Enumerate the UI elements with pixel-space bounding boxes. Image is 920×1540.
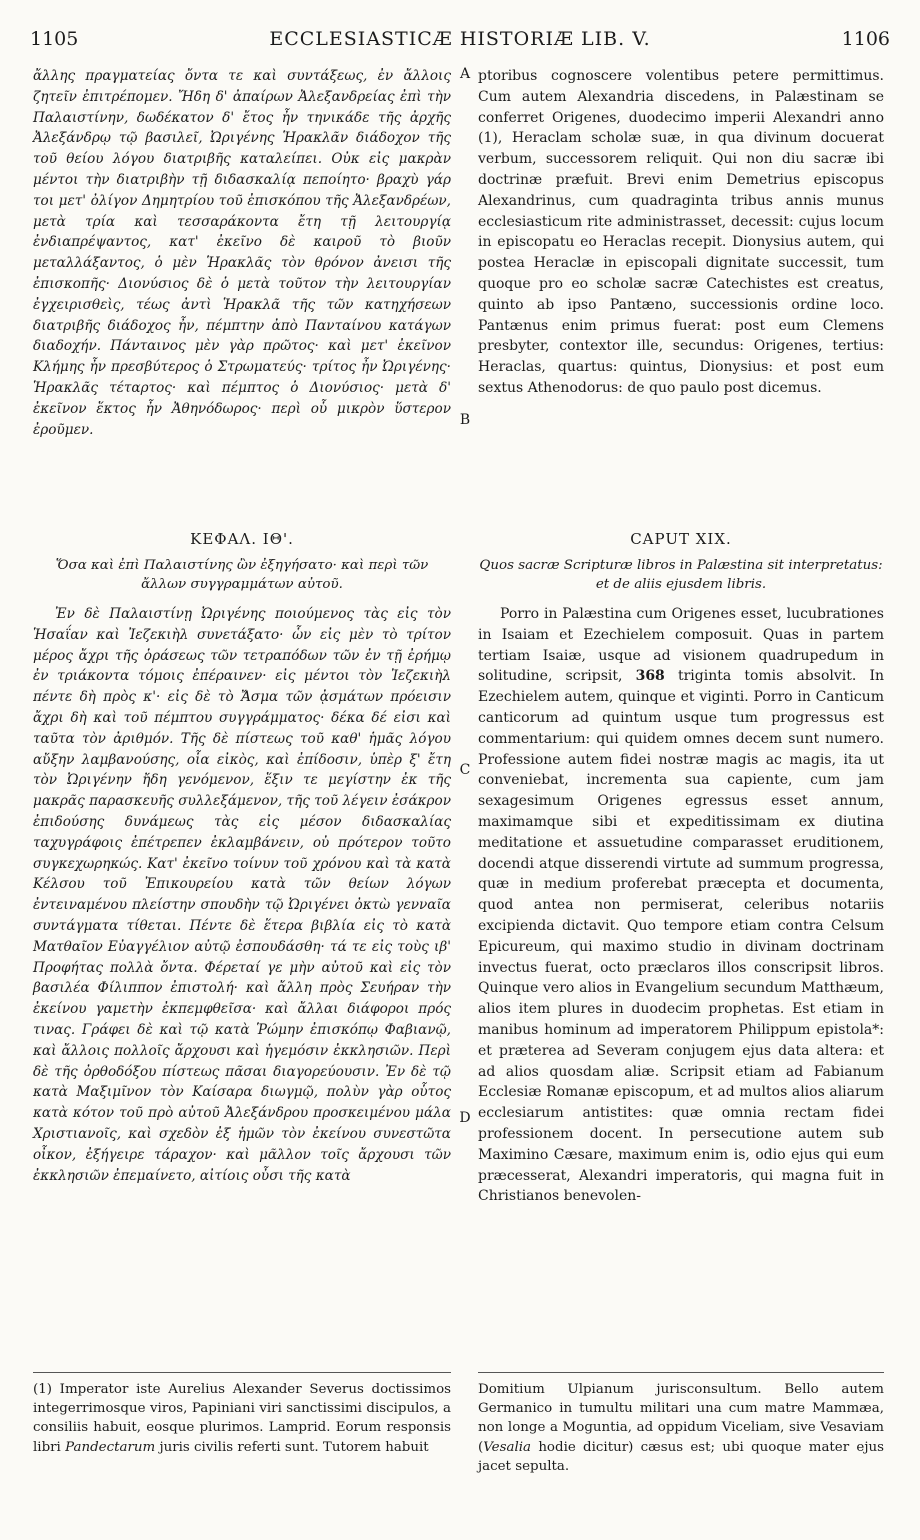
running-header (30, 28, 890, 58)
greek-column-top (33, 66, 451, 514)
page-number-left: 1105 (30, 28, 79, 50)
chapter-heading-greek: ΚΕΦΑΛ. ΙΘ'. (190, 530, 294, 548)
footnote-rule-right (478, 1372, 884, 1373)
footnote-rule-left (33, 1372, 451, 1373)
greek-paragraph-main: Ἐν δὲ Παλαιστίνῃ Ὠριγένης ποιούμενος τὰς εἰς τὸν Ἡσαΐαν καὶ Ἰεζεκιὴλ συνετάξατο· ὧν εἰς μὲν τὸ τρίτον μέρος ἄχρι τῆς ὁράσεως τῶν τετραπόδων τῶν ἐν τῇ ἐρήμῳ ἐν τριάκοντα τόμοις ἐπέραινεν· εἰς μέντοι τὸν Ἰεζεκιὴλ πέντε δὴ πρὸς κ'· εἰς δὲ τὸ Ἄσμα τῶν ᾀσμάτων πρόεισιν ἄχρι δὴ καὶ τοῦ πέμπτου συγγράμματος· δέκα δέ εἰσι καὶ ταῦτα τὸν ἀριθμόν. Τῆς δὲ πίστεως τοῦ καθ' ἡμᾶς λόγου αὔξην λαμβανούσης, οἷα εἰκὸς, καὶ ἐπίδοσιν, ὑπὲρ ξ' ἔτη τὸν Ὠριγένην ἤδη γενόμενον, ἕξιν τε μεγίστην ἐκ τῆς μακρᾶς παρασκευῆς συλλεξάμενον, τῆς τοῦ λέγειν ἐσάκρον ἐπιδούσης δυνάμεως τὰς εἰς μέσον διδασκαλίας ταχυγράφοις ἐπέτρεπεν ἐκλαμβάνειν, οὐ πρότερον τοῦτο συγκεχωρηκώς. Κατ' ἐκεῖνο τοίνυν τοῦ χρόνου καὶ τὰ κατὰ Κέλσου τοῦ Ἐπικουρείου κατὰ τῶν θείων λόγων ἐντειναμένου πλείστην σπουδὴν τῷ Ὠριγένει ὀκτὼ γενναῖα συντάγματα τίθεται. Πέντε δὲ ἕτερα βιβλία εἰς τὸ κατὰ Ματθαῖον Εὐαγγέλιον αὐτῷ ἐσπουδάσθη· τά τε εἰς τοὺς ιβ' Προφήτας πολλὰ ὄντα. Φέρεταί γε μὴν αὐτοῦ καὶ εἰς τὸν βασιλέα Φίλιππον ἐπιστολή· καὶ ἄλλη πρὸς Σευήραν τὴν ἐκείνου γαμετὴν ἐκπεμφθεῖσα· καὶ ἄλλαι διάφοροι πρός τινας. Γράφει δὲ καὶ τῷ κατὰ Ῥώμην ἐπισκόπῳ Φαβιανῷ, καὶ ἄλλοις πολλοῖς ἄρχουσι καὶ ἡγεμόσιν ἐκκλησιῶν. Περὶ δὲ τῆς ὀρθοδόξου πίστεως πᾶσαι διαγορεύουσιν. Ἐν δὲ τῷ κατὰ Μαξιμῖνον τὸν Καίσαρα διωγμῷ, πολὺν γὰρ οὗτος κατὰ κότον τοῦ πρὸ αὐτοῦ Ἀλεξάνδρου προσκειμένου μάλα Χριστιανοῖς, καὶ σχεδὸν ἐξ ἡμῶν τὸν ἐκείνου συνεστῶτα οἶκον, ἐξήγειρε τάραχον· καὶ μᾶλλον τοῖς ἄρχουσι τῶν ἐκκλησιῶν ἐπεμαίνετο, αἰτίοις οὖσι τῆς κατὰ (33, 606, 451, 1184)
margin-marker-d: D (459, 1110, 471, 1126)
footnote-right-text: Domitium Ulpianum jurisconsultum. Bello autem Germanico in tumultu militari una cum matre Mammæa, non longe a Moguntia, ad oppidum Viceliam, sive Vesaviam ( (478, 1382, 884, 1455)
latin-column-top (478, 66, 884, 494)
running-title: ECCLESIASTICÆ HISTORIÆ LIB. V. (269, 28, 651, 50)
latin-paragraph-top: ptoribus cognoscere volentibus petere permittimus. Cum autem Alexandria discedens, in Palæstinam se conferret Origenes, duodecimo imperii Alexandri anno (1), Heraclam scholæ suæ, in qua divinum docuerat verbum, successorem reliquit. Qui non diu sacræ ibi doctrinæ præfuit. Brevi enim Demetrius episcopus Alexandrinus, cum quadraginta tribus annis munus ecclesiasticum rite administrasset, decessit: cujus locum in episcopatu eo Heraclas recepit. Dionysius autem, qui postea Heraclæ in episcopali dignitate successit, tum quoque pro eo scholæ sacræ Catechistes est creatus, quinto ab ipso Pantæno, successionis ordine loco. Pantænus enim primus fuerat: post eum Clemens presbyter, contextor ille, secundus: Origenes, tertius: Heraclas, quartus: quintus, Dionysius: et post eum sextus Athenodorus: de quo paulo post dicemus. (478, 68, 884, 396)
column-number: 368 (635, 668, 665, 685)
footnote-left-text: (1) Imperator iste Aurelius Alexander Severus doctissimos integerrimosque viros, Papiniani viri sanctissimi discipulos, a consiliis habuit, eosque plurimos. Lamprid. Eorum responsis libri (33, 1382, 451, 1455)
latin-paragraph-main (478, 604, 884, 1207)
margin-marker-c: C (459, 762, 471, 778)
page-number-right: 1106 (841, 28, 890, 50)
greek-paragraph-top: ἄλλης πραγματείας ὄντα τε καὶ συντάξεως, ἐν ἄλλοις ζητεῖν ἐπιτρέπομεν. Ἤδη δ' ἀπαίρων Ἀλεξανδρείας ἐπὶ τὴν Παλαιστίνην, δωδέκατον δ' ἔτος ἦν τηνικάδε τῆς ἀρχῆς Ἀλεξάνδρῳ τῷ βασιλεῖ, Ὠριγένης Ἡρακλᾶν διάδοχον τῆς τοῦ θείου λόγου διατριβῆς καταλείπει. Οὐκ εἰς μακρὰν μέντοι τὴν διατριβὴν τῇ διδασκαλίᾳ πεποίητο· βραχὺ γάρ τοι μετ' ὀλίγον Δημητρίου τοῦ ἐπισκόπου τῆς Ἀλεξανδρέων, μετὰ τρία καὶ τεσσαράκοντα ἔτη τῇ λειτουργίᾳ ἐνδιαπρέψαντος, κατ' ἐκεῖνο δὲ καιροῦ τὸ βιοῦν μεταλλάξαντος, ὁ μὲν Ἡρακλᾶς τὸν θρόνον ἀνεισι τῆς ἐπισκοπῆς· Διονύσιος δὲ ὁ μετὰ τοῦτον τὴν λειτουργίαν ἐγχειρισθεὶς, τέως ἀντὶ Ἡρακλᾶ τῆς τῶν κατηχήσεων διατριβῆς διάδοχος ἦν, πέμπτην ἀπὸ Πανταίνου κατάγων διαδοχήν. Πάνταινος μὲν γὰρ πρῶτος· καὶ μετ' ἐκεῖνον Κλήμης ἦν πρεσβύτερος ὁ Στρωματεύς· τρίτος ἦν Ὠριγένης· Ἡρακλᾶς τέταρτος· καὶ πέμπτος ὁ Διονύσιος· μετὰ δ' ἐκεῖνον ἕκτος ἦν Ἀθηνόδωρος· περὶ οὗ μικρὸν ὕστερον ἐροῦμεν. (33, 68, 451, 438)
latin-text-part2: triginta tomis absolvit. In Ezechielem autem, quinque et viginti. Porro in Canticum canticorum ad quintum usque tum progressus est commentarium: qui quidem omnes decem sunt numero. Professione autem fidei nostræ magis ac magis, ita ut conveniebat, incrementa sua capiente, cum jam sexagesimum Origenes egressus esset annum, maximamque sibi et expeditissimam ex diutina meditatione et assuetudine comparasset eruditionem, docendi atque disserendi virtute ad summum progressa, quæ in medium proferebat præcepta et documenta, quod antea non permiserat, celeribus notariis excipienda dictavit. Quo tempore etiam contra Celsum Epicureum, qui maximo studio in divinam doctrinam invectus fuerat, octo præclaros illos conscripsit libros. Quinque vero alios in Evangelium secundum Matthæum, alios item plures in duodecim prophetas. Est etiam in manibus hominum ad imperatorem Philippum epistola*: et præterea ad Severam conjugem ejus data altera: et ad alios quosdam aliæ. Scripsit etiam ad Fabianum Ecclesiæ Romanæ episcopum, et ad multos alios aliarum ecclesiarum antistites: quæ omnia rectam fidei professionem docent. In persecutione autem sub Maximino Cæsare, maximum enim is, odio ejus qui eum præcesserat, Alexandri imperatoris, qui magna fuit in Christianos benevolen- (478, 668, 884, 1205)
footnote-right (478, 1380, 884, 1476)
chapter-subtitle-greek: Ὅσα καὶ ἐπὶ Παλαιστίνης ὢν ἐξηγήσατο· καὶ περὶ τῶν ἄλλων συγγραμμάτων αὐτοῦ. (55, 558, 429, 592)
margin-marker-b: B (459, 412, 471, 428)
footnote-right-italic: Vesalia (483, 1439, 532, 1455)
footnote-left-text-end: juris civilis referti sunt. Tutorem habuit (159, 1439, 429, 1455)
latin-text-part1: Porro in Palæstina cum Origenes esset, lucubrationes in Isaiam et Ezechielem composuit. Quas in partem tertiam Isaiæ, usque ad visionem quadrupedum in solitudine, scripsit, (478, 606, 884, 685)
margin-marker-a: A (459, 66, 471, 82)
footnote-left-italic: Pandectarum (65, 1439, 156, 1455)
chapter-subtitle-latin: Quos sacræ Scripturæ libros in Palæstina sit interpretatus: et de aliis ejusdem libris. (479, 558, 883, 592)
chapter-heading-latin: CAPUT XIX. (630, 530, 732, 548)
greek-column-main (33, 604, 451, 1244)
latin-column-main (478, 604, 884, 1244)
footnote-right-text-end: hodie dicitur) cæsus est; ubi quoque mater ejus jacet sepulta. (478, 1439, 884, 1474)
footnote-left (33, 1380, 451, 1457)
